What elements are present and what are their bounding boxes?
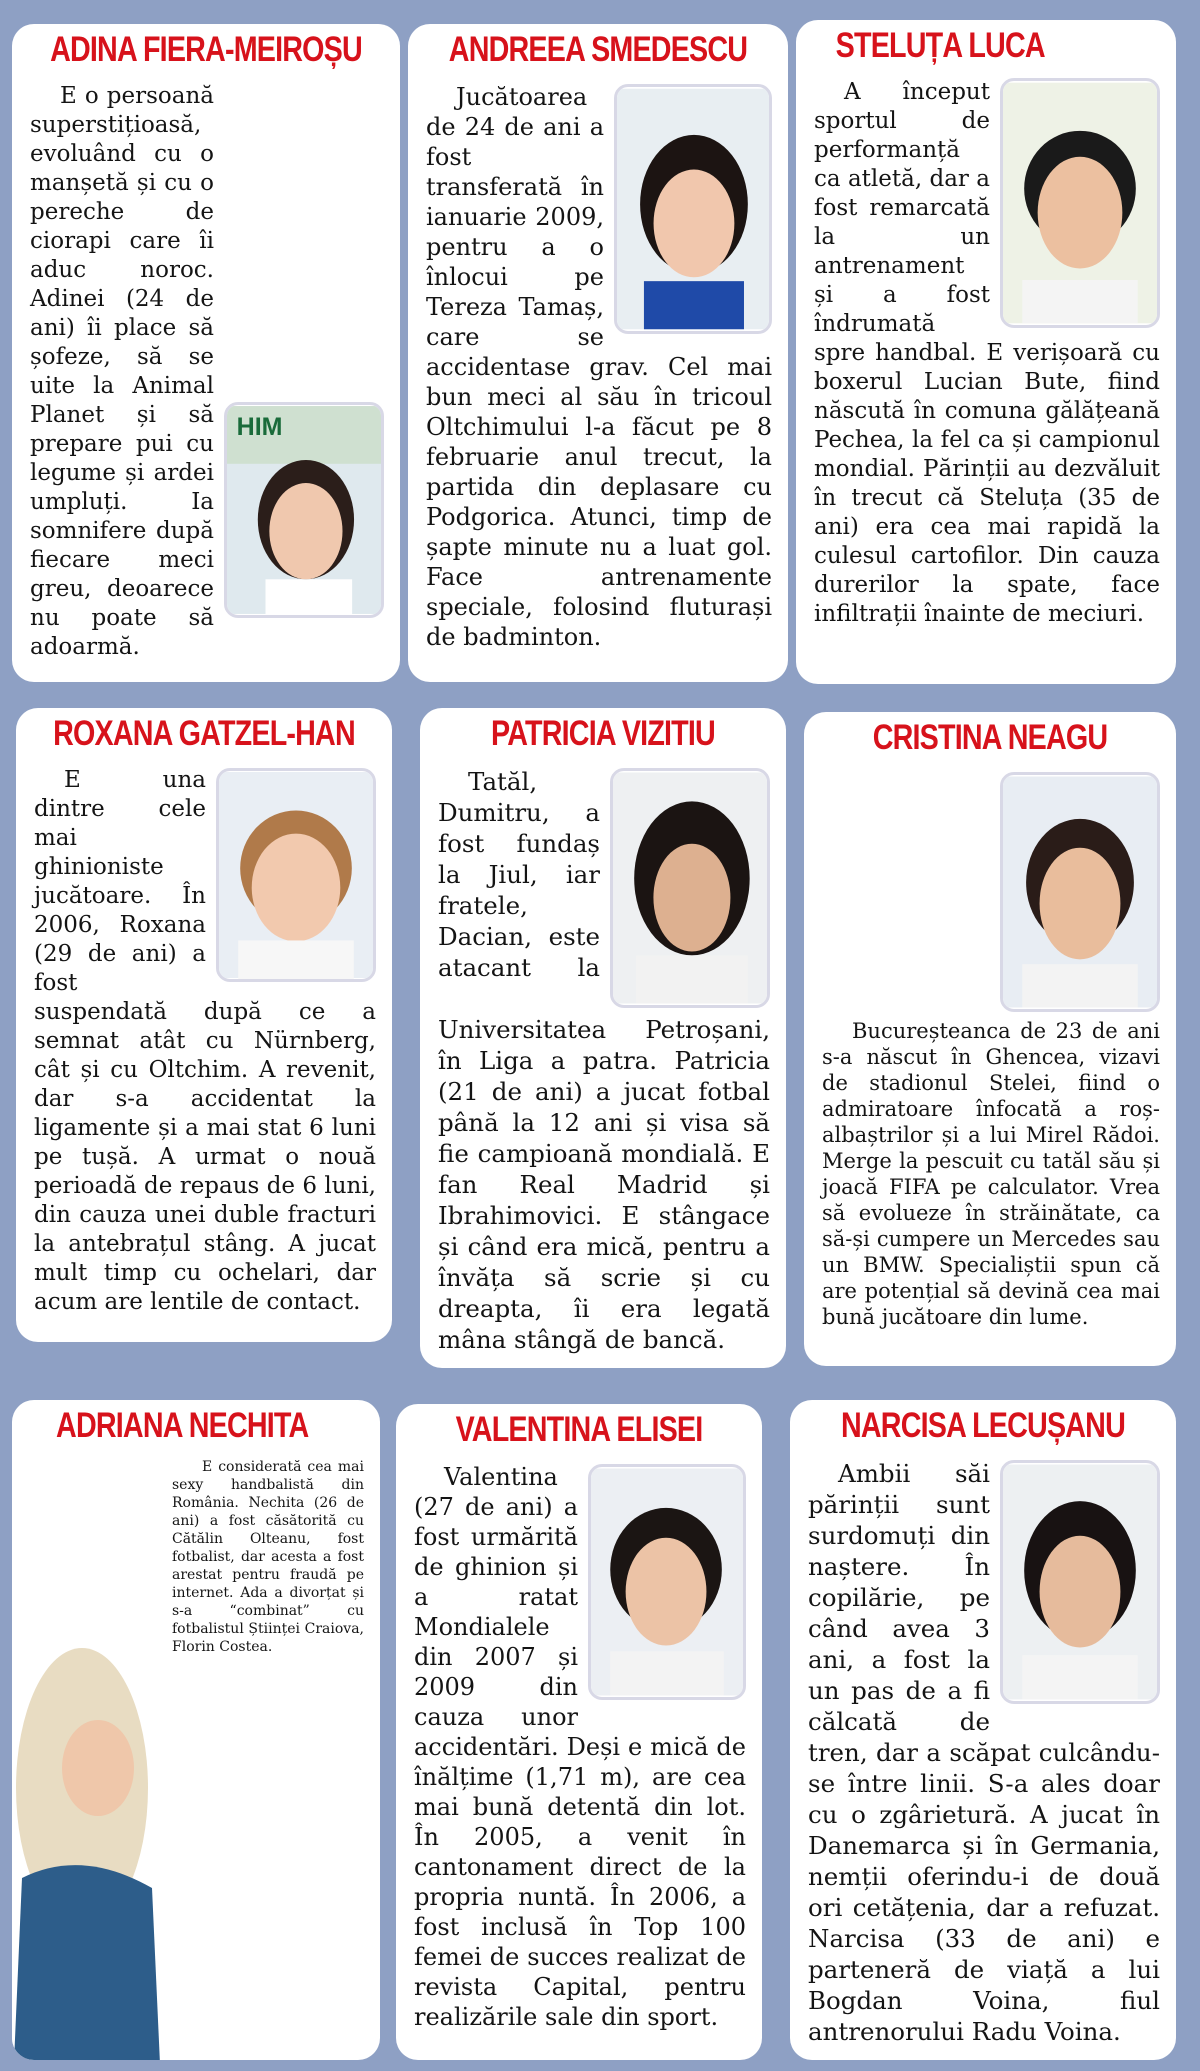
- player-photo: [1000, 78, 1160, 328]
- player-photo: [614, 84, 772, 334]
- profile-name: VALENTINA ELISEI: [455, 1410, 703, 1449]
- player-photo: [216, 768, 376, 982]
- profile-card-steluta: [796, 20, 1176, 684]
- profile-card-adina: [12, 24, 400, 682]
- profile-text: E una dintre cele mai ghinioniste jucătoare. În 2006, Roxana (29 de ani) a fost suspendată după ce a semnat atât cu Nürnberg, cât și cu Oltchim. A revenit, dar s-a accidentat la ligamente și a mai stat 6 luni pe tușă. A urmat o nouă perioadă de repaus de 6 luni, din cauza unei duble fracturi la antebrațul stâng. A jucat mult timp cu ochelari, dar acum are lentile de contact.: [34, 767, 376, 1315]
- profile-name: ROXANA GATZEL-HAN: [53, 714, 355, 753]
- profile-card-valentina: [396, 1404, 762, 2060]
- profile-name: CRISTINA NEAGU: [872, 718, 1108, 757]
- profile-card-cristina: [804, 712, 1176, 1366]
- profile-text: Ambii săi părinții sunt surdomuți din naștere. În copilărie, pe când avea 3 ani, a fost la un pas de a fi călcată de tren, dar a scăpat culcându-se între linii. S-a ales doar cu o zgârietură. A jucat în Danemarca și în Germania, nemții oferindu-i de două ori cetățenia, dar a refuzat. Narcisa (33 de ani) e parteneră de viață a lui Bogdan Voina, fiul antrenorului Radu Voina.: [808, 1459, 1160, 2046]
- profile-card-narcisa: [790, 1400, 1176, 2060]
- player-photo: [1000, 772, 1160, 1012]
- profile-name: ADRIANA NECHITA: [56, 1406, 309, 1445]
- svg-text:HIM: HIM: [236, 412, 283, 441]
- profile-card-adriana: [12, 1400, 380, 2060]
- profile-name: PATRICIA VIZITIU: [491, 714, 715, 753]
- profile-name: STELUȚA LUCA: [835, 26, 1045, 65]
- profile-text: A început sportul de performanță ca atletă, dar a fost remarcată la un antrenament și a fost îndrumată spre handbal. E verișoară cu boxerul Lucian Bute, fiind născută în comuna gălățeană Pechea, la fel ca și campionul mondial. Părinții au dezvăluit în trecut că Steluța (35 de ani) era cea mai rapidă la culesul cartofilor. Din cauza durerilor la spate, face infiltrații înainte de meciuri.: [814, 79, 1160, 627]
- player-photo: [1000, 1460, 1160, 1704]
- profile-card-patricia: [420, 708, 786, 1368]
- profile-name: NARCISA LECUȘANU: [840, 1406, 1125, 1445]
- profile-name: ADINA FIERA-MEIROȘU: [50, 30, 362, 69]
- profile-text: Bucureșteanca de 23 de ani s-a născut în Ghencea, vizavi de stadionul Stelei, fiind o admiratoare înfocată a roș-albaștrilor și a lui Mirel Rădoi. Merge la pescuit cu tatăl său și joacă FIFA pe calculator. Vrea să evolueze în străinătate, ca să-și cumpere un Mercedes sau un BMW. Specialiștii spun că are potențial să devină cea mai bună jucătoare din lume.: [822, 1019, 1160, 1329]
- profile-text: E o persoană superstițioasă, evoluând cu o manșetă și cu o pereche de ciorapi care îi aduc noroc. Adinei (24 de ani) îi place să șofeze, să se uite la Animal Planet și să prepare pui cu legume și ardei umpluți. Ia somnifere după fiecare meci greu, deoarece nu poate să adoarmă.: [30, 83, 214, 660]
- player-photo: [588, 1464, 746, 1700]
- profile-text: Valentina (27 de ani) a fost urmărită de ghinion și a ratat Mondialele din 2007 și 2009 din cauza unor accidentări. Deși e mică de înălțime (1,71 m), are cea mai bună detentă din lot. În 2005, a venit în cantonament direct de la propria nuntă. În 2006, a fost inclusă în Top 100 femei de succes realizat de revista Capital, pentru realizările sale din sport.: [414, 1463, 746, 2031]
- profile-text: Tatăl, Dumitru, a fost fundaș la Jiul, iar fratele, Dacian, este atacant la Universitatea Petroșani, în Liga a patra. Patricia (21 de ani) a jucat fotbal până la 12 ani și visa să fie campioană mondială. E fan Real Madrid și Ibrahimovici. E stângace și când era mică, pentru a învăța să scrie și cu dreapta, îi era legată mâna stângă de bancă.: [438, 767, 770, 1354]
- profile-text: E considerată cea mai sexy handbalistă din România. Nechita (26 de ani) a fost căsătorită cu Cătălin Olteanu, fost fotbalist, dar acesta a fost arestat pentru fraudă pe internet. Ada a divorțat și s-a “combinat” cu fotbalistul Științei Craiova, Florin Costea.: [172, 1459, 364, 1655]
- profile-text: Jucătoarea de 24 de ani a fost transferată în ianuarie 2009, pentru a o înlocui pe Tereza Tamaș, care se accidentase grav. Cel mai bun meci al său în tricoul Oltchimului l-a făcut pe 8 februarie anul trecut, la partida din deplasare cu Podgorica. Atunci, timp de șapte minute nu a luat gol. Face antrenamente speciale, folosind fluturași de badminton.: [426, 83, 772, 651]
- player-photo: [610, 768, 770, 1008]
- profile-name: ANDREEA SMEDESCU: [448, 30, 748, 69]
- profile-card-andreea: [408, 24, 788, 682]
- profile-card-roxana: [16, 708, 392, 1342]
- player-photo: [224, 402, 384, 618]
- player-photo: [12, 1648, 162, 2060]
